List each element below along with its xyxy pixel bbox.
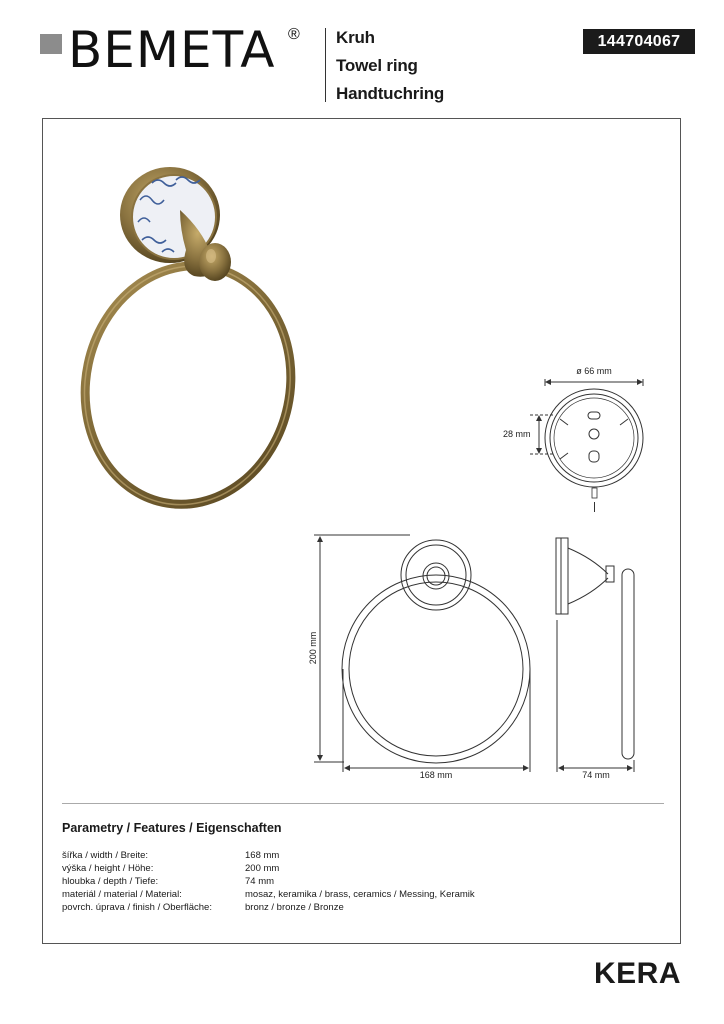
- parameters-table: [62, 849, 475, 914]
- product-name-de: Handtuchring: [336, 84, 445, 103]
- rosette-drawing: [530, 379, 643, 512]
- logo-text: BEMETA: [68, 21, 276, 79]
- side-view-drawing: [556, 538, 634, 772]
- parameter-label: materiál / material / Material:: [62, 889, 182, 900]
- parameter-row: [62, 888, 475, 901]
- parameter-value: 74 mm: [245, 876, 275, 887]
- parameter-value: 168 mm: [245, 850, 280, 861]
- rosette-diameter-label: ø 66 mm: [576, 366, 612, 376]
- parameter-value: 200 mm: [245, 863, 280, 874]
- parameter-value: bronz / bronze / Bronze: [245, 902, 344, 913]
- parameter-label: výška / height / Höhe:: [62, 863, 154, 874]
- height-dim-label: 200 mm: [308, 631, 318, 665]
- product-name-cz: Kruh: [336, 28, 375, 47]
- parameter-row: [62, 875, 475, 888]
- hole-spacing-label: 28 mm: [503, 429, 531, 439]
- parameter-label: šířka / width / Breite:: [62, 850, 149, 861]
- parameter-label: hloubka / depth / Tiefe:: [62, 876, 159, 887]
- parameter-row: [62, 862, 475, 875]
- depth-dim-label: 74 mm: [582, 770, 610, 780]
- registered-mark: ®: [288, 26, 300, 43]
- section-divider: [62, 803, 664, 804]
- width-dim-label: 168 mm: [419, 770, 453, 780]
- product-photo: [63, 167, 313, 524]
- parameter-row: [62, 901, 475, 914]
- front-view-drawing: [314, 535, 530, 772]
- parameter-row: [62, 849, 475, 862]
- product-name-en: Towel ring: [336, 56, 418, 75]
- series-name: KERA: [594, 957, 682, 990]
- parameters-title: Parametry / Features / Eigenschaften: [62, 821, 282, 835]
- parameter-value: mosaz, keramika / brass, ceramics / Messing, Keramik: [245, 889, 475, 900]
- product-code-badge: 144704067: [583, 29, 695, 54]
- parameter-label: povrch. úprava / finish / Oberfläche:: [62, 902, 212, 913]
